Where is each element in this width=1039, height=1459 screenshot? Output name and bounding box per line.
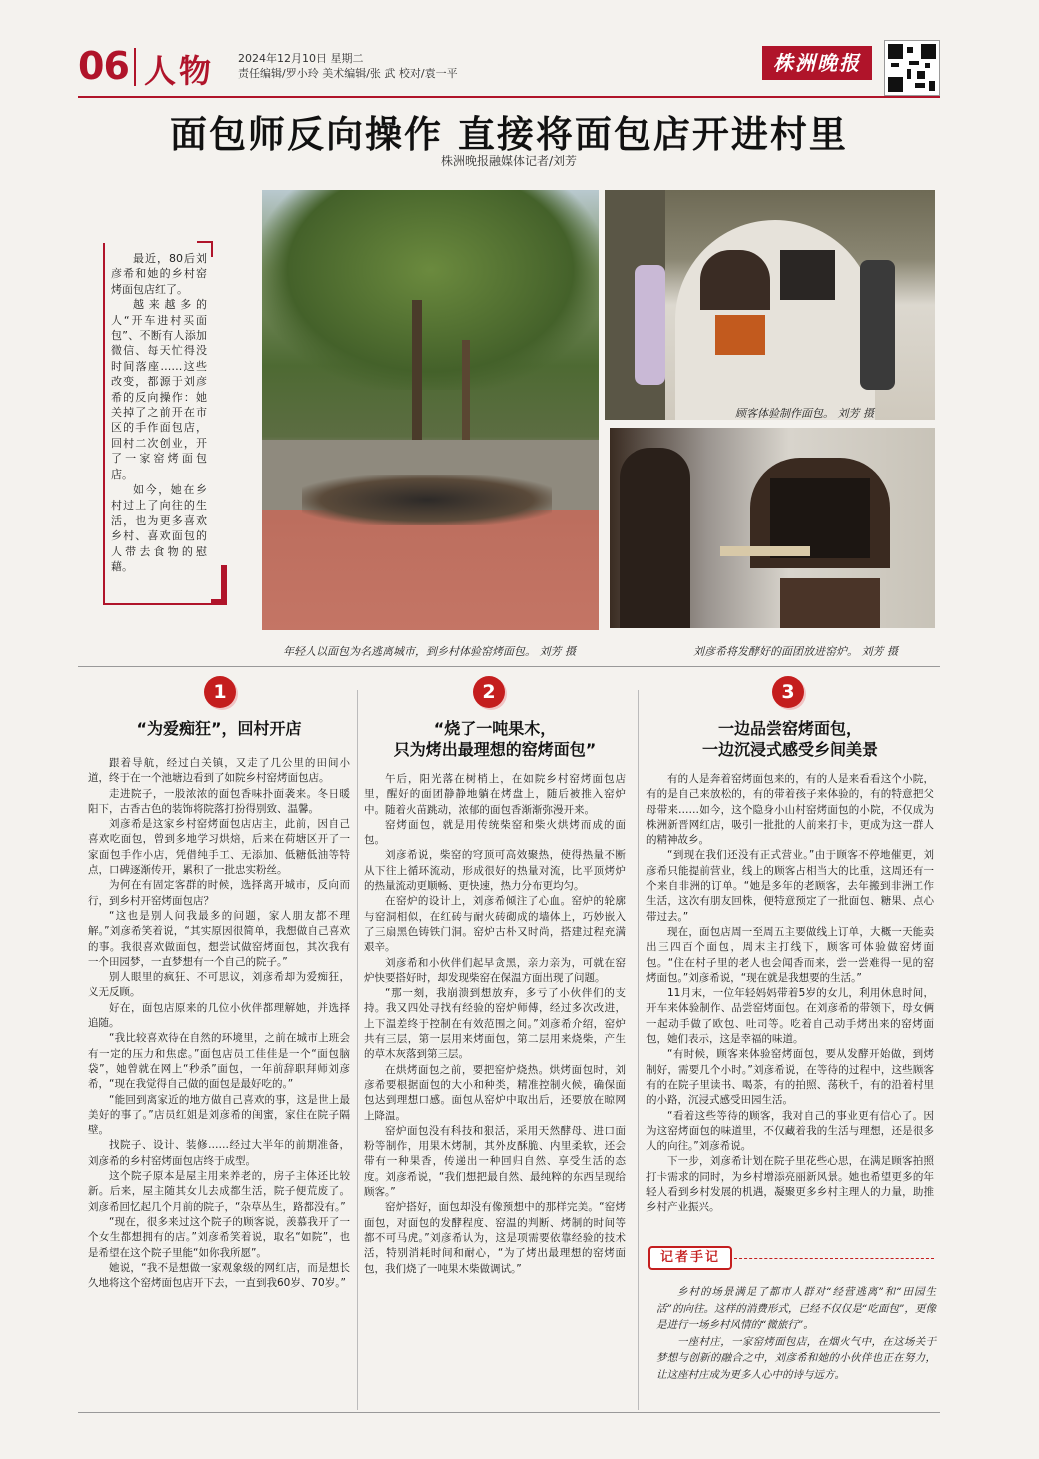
photo-caption-2: 顾客体验制作面包。 刘芳 摄 — [735, 407, 874, 420]
article-byline: 株洲晚报融媒体记者/刘芳 — [440, 154, 578, 168]
body-paragraph: 为何在有固定客群的时候，选择离开城市，反向而行，到乡村开窑烤面包店？ — [88, 879, 350, 907]
body-paragraph: 别人眼里的疯狂、不可思议，刘彦希却为爱痴狂，义无反顾。 — [88, 971, 350, 999]
reporter-notes-body — [656, 1284, 936, 1383]
section-title-line: 只为烤出最理想的窑烤面包” — [393, 740, 597, 759]
body-paragraph: 刘彦希和小伙伴们起早贪黑，亲力亲为，可就在窑炉快要搭好时，却发现柴窑在保温方面出现了问题。 — [364, 956, 626, 984]
section-badge-1: 1 — [204, 676, 236, 708]
body-paragraph: 在烘烤面包之前，要把窑炉烧热。烘烤面包时，刘彦希要根据面包的大小和种类，精准控制火候，确保面包达到理想口感。面包从窑炉中取出后，还要放在晾网上降温。 — [364, 1063, 626, 1122]
body-paragraph: 在窑炉的设计上，刘彦希倾注了心血。窑炉的轮廓与窑洞相似，在红砖与耐火砖砌成的墙体上，巧妙嵌入了三扇黑色铸铁门洞。窑炉古朴又时尚，搭建过程充满艰辛。 — [364, 895, 626, 954]
body-paragraph: “我比较喜欢待在自然的环境里，之前在城市上班会有一定的压力和焦虑。”面包店员工佳佳是一个“面包脑袋”，她曾就在网上“秒杀”面包，一年前辞职拜师刘彦希，“现在我觉得自己做的面包是最好吃的。” — [88, 1032, 350, 1091]
photo-caption-1: 年轻人以面包为名逃离城市，到乡村体验窑烤面包。 刘芳 摄 — [283, 645, 576, 658]
body-paragraph: “这也是别人问我最多的问题，家人朋友都不理解。”刘彦希笑着说，“其实原因很简单，我想做自己喜欢的事。我很喜欢做面包，想尝试做窑烤面包，其次我有一个田园梦，一直梦想有一个自己的院子。” — [88, 909, 350, 968]
section-title-line: “烧了一吨果木， — [433, 719, 557, 738]
header-divider — [134, 48, 136, 86]
body-paragraph: 她说，“我不是想做一家观象级的网红店，而是想长久地将这个窑烤面包店开下去，一直到我60岁、70岁。” — [88, 1261, 350, 1290]
reporter-notes-label: 记者手记 — [648, 1246, 732, 1270]
body-paragraph: 现在，面包店周一至周五主要做线上订单，大概一天能卖出三四百个面包，周末主打线下，顾客可体验做窑烤面包。“住在村子里的老人也会闻香而来，尝一尝难得一见的窑烤面包。”刘彦希说，“现在就是我想要的生活。” — [646, 925, 934, 984]
qr-code-icon — [884, 40, 940, 96]
column-divider — [638, 690, 639, 1410]
section-badge-3: 3 — [772, 676, 804, 708]
footer-rule — [78, 1412, 940, 1413]
section-body-2 — [364, 772, 626, 1277]
body-paragraph: 有的人是奔着窑烤面包来的，有的人是来看看这个小院，有的是自己来放松的，有的带着孩子来体验的，有的特意把父母带来……如今，这个隐身小山村窑烤面包的小院，不仅成为株洲新晋网红店，吸引一批批的人前来打卡，更成为这一群人的精神故乡。 — [646, 773, 934, 847]
body-paragraph: 刘彦希说，柴窑的穹顶可高效聚热，使得热量不断从下往上循环流动，形成很好的热量对流，比平顶烤炉的热量流动更顺畅、更快速，热力分布更均匀。 — [364, 849, 626, 893]
body-paragraph: 找院子、设计、装修……经过大半年的前期准备，刘彦希的乡村窑烤面包店终于成型。 — [88, 1139, 350, 1167]
date-line: 2024年12月10日 星期二 — [238, 52, 364, 65]
page-number: 06 — [78, 44, 129, 88]
body-paragraph: “能回到离家近的地方做自己喜欢的事，这是世上最美好的事了。”店员红姐是刘彦希的闺蜜，家住在院子隔壁。 — [88, 1093, 350, 1137]
photo-courtyard — [262, 190, 599, 630]
section-title-line: 一边沉浸式感受乡间美景 — [701, 740, 878, 759]
body-paragraph: 这个院子原本是屋主用来养老的，房子主体还比较新。后来，屋主随其女儿去成都生活，院子便荒废了。刘彦希回忆起几个月前的院子，“杂草丛生，路都没有。” — [88, 1170, 350, 1213]
header-rule — [78, 96, 940, 98]
header-meta — [238, 51, 458, 81]
body-paragraph: 窑烤面包，就是用传统柴窑和柴火烘烤而成的面包。 — [364, 818, 626, 847]
reporter-notes-rule — [734, 1258, 934, 1259]
body-paragraph: “现在，很多来过这个院子的顾客说，羡慕我开了一个女生都想拥有的店。”刘彦希笑着说，取名“如院”，也是希望在这个院子里能“如你我所愿”。 — [88, 1215, 350, 1259]
intro-box — [103, 243, 211, 605]
body-paragraph: “到现在我们还没有正式营业。”由于顾客不停地催更，刘彦希只能提前营业，线上的顾客占相当大的比重，这周还有一个来自非洲的订单。“她是多年的老顾客，去年搬到非洲工作生活，这次有朋友回株，便特意预定了一批面包、糖果、点心带过去。” — [646, 849, 934, 923]
body-paragraph: “那一刻，我崩溃到想放弃，多亏了小伙伴们的支持。我又四处寻找有经验的窑炉师傅，经过多次改进，上下温差终于控制在有效范围之间。”刘彦希介绍，窑炉共有三层，第一层用来烤面包，第二层用来烧柴，产生的草木灰落到第三层。 — [364, 987, 626, 1061]
intro-corner — [197, 241, 213, 257]
section-title-2 — [364, 718, 626, 760]
article-title: 面包师反向操作 直接将面包店开进村里 — [170, 113, 848, 156]
body-paragraph: 窑炉搭好，面包却没有像预想中的那样完美。“窑烤面包，对面包的发酵程度、窑温的判断、烤制的时间等都不可马虎。”刘彦希认为，这是项需要依靠经验的技术活，特别消耗时间和耐心，“为了烤出最理想的窑烤面包，我们烧了一吨果木柴做调试。” — [364, 1201, 626, 1275]
page-header — [78, 40, 940, 92]
editors-line: 责任编辑/罗小玲 美术编辑/张 武 校对/袁一平 — [238, 67, 458, 80]
mid-rule — [78, 666, 940, 667]
intro-bracket — [211, 565, 227, 605]
section-title-3 — [646, 718, 934, 760]
body-paragraph: 下一步，刘彦希计划在院子里花些心思，在满足顾客拍照打卡需求的同时，为乡村增添亮丽新风景。她也希望更多的年轻人看到乡村发展的机遇，凝聚更多乡村主理人的力量，助推乡村产业振兴。 — [646, 1155, 934, 1214]
body-paragraph: 窑炉面包没有科技和狠活，采用天然酵母、进口面粉等制作，用果木烤制，其外皮酥脆、内里柔软，还会带有一种果香，传递出一种回归自然、享受生活的态度。刘彦希说，“我们想把最自然、最纯粹的东西呈现给顾客。” — [364, 1124, 626, 1199]
notes-paragraph: 一座村庄，一家窑烤面包店，在烟火气中，在这场关于梦想与创新的融合之中，刘彦希和她的小伙伴也正在努力，让这座村庄成为更多人心中的诗与远方。 — [656, 1335, 936, 1381]
body-paragraph: 跟着导航，经过白关镇，又走了几公里的田间小道，终于在一个池塘边看到了如院乡村窑烤面包店。 — [88, 757, 350, 785]
section-name: 人物 — [144, 52, 215, 90]
body-paragraph: 好在，面包店原来的几位小伙伴都理解她，并选择追随。 — [88, 1001, 350, 1030]
intro-paragraph: 如今，她在乡村过上了向往的生活，也为更多喜欢乡村、喜欢面包的人带去食物的慰藉。 — [111, 483, 207, 574]
section-title-line: “为爱痴狂”，回村开店 — [136, 719, 302, 738]
section-body-3 — [646, 772, 934, 1216]
photo-kiln-baker — [610, 428, 935, 628]
section-body-1 — [88, 756, 350, 1291]
intro-paragraph: 最近，80后刘彦希和她的乡村窑烤面包店红了。 — [111, 252, 207, 296]
section-title-line: 一边品尝窑烤面包， — [717, 719, 862, 738]
body-paragraph: “看着这些等待的顾客，我对自己的事业更有信心了。因为这窑烤面包的味道里，不仅藏着我的生活与理想，还是很多人的向往。”刘彦希说。 — [646, 1109, 934, 1153]
notes-paragraph: 乡村的场景满足了都市人群对“经营逃离”和“田园生活”的向往。这样的消费形式，已经不仅仅是“吃面包”，更像是进行一场乡村风情的“微旅行”。 — [656, 1286, 936, 1331]
body-paragraph: “有时候，顾客来体验窑烤面包，要从发酵开始做，到烤制好，需要几个小时。”刘彦希说，在等待的过程中，这些顾客有的在院子里读书、喝茶，有的拍照、荡秋千，有的沿着村里的小路，沉浸式感受田园生活。 — [646, 1048, 934, 1107]
body-paragraph: 走进院子，一股浓浓的面包香味扑面袭来。冬日暖阳下，古香古色的装饰将院落打扮得别致、温馨。 — [88, 787, 350, 815]
body-paragraph: 刘彦希是这家乡村窑烤面包店店主，此前，因自己喜欢吃面包，曾到多地学习烘焙，后来在荷塘区开了一家面包手作小店，凭借纯手工、无添加、低糖低油等特点，口碑逐渐传开，累积了一批忠实粉丝。 — [88, 818, 350, 877]
body-paragraph: 午后，阳光落在树梢上，在如院乡村窑烤面包店里，醒好的面团静静地躺在烤盘上，随后被推入窑炉中。随着火苗跳动，浓郁的面包香渐渐弥漫开来。 — [364, 773, 626, 816]
body-paragraph: 11月末，一位年轻妈妈带着5岁的女儿，利用休息时间，开车来体验制作、品尝窑烤面包。在刘彦希的带领下，母女俩一起动手做了欧包、吐司等。吃着自己动手烤出来的窑烤面包，她们表示，这是幸福的味道。 — [646, 987, 934, 1046]
photo-caption-3: 刘彦希将发酵好的面团放进窑炉。 刘芳 摄 — [693, 645, 898, 658]
newspaper-logo: 株洲晚报 — [762, 46, 872, 80]
section-title-1 — [88, 718, 350, 739]
photo-kiln-customer — [605, 190, 935, 420]
section-badge-2: 2 — [473, 676, 505, 708]
column-divider — [357, 690, 358, 1410]
intro-paragraph: 越来越多的人“开车进村买面包”、不断有人添加微信、每天忙得没时间落座……这些改变，都源于刘彦希的反向操作：她关掉了之前开在市区的手作面包店，回村二次创业，开了一家窑烤面包店。 — [111, 298, 207, 481]
